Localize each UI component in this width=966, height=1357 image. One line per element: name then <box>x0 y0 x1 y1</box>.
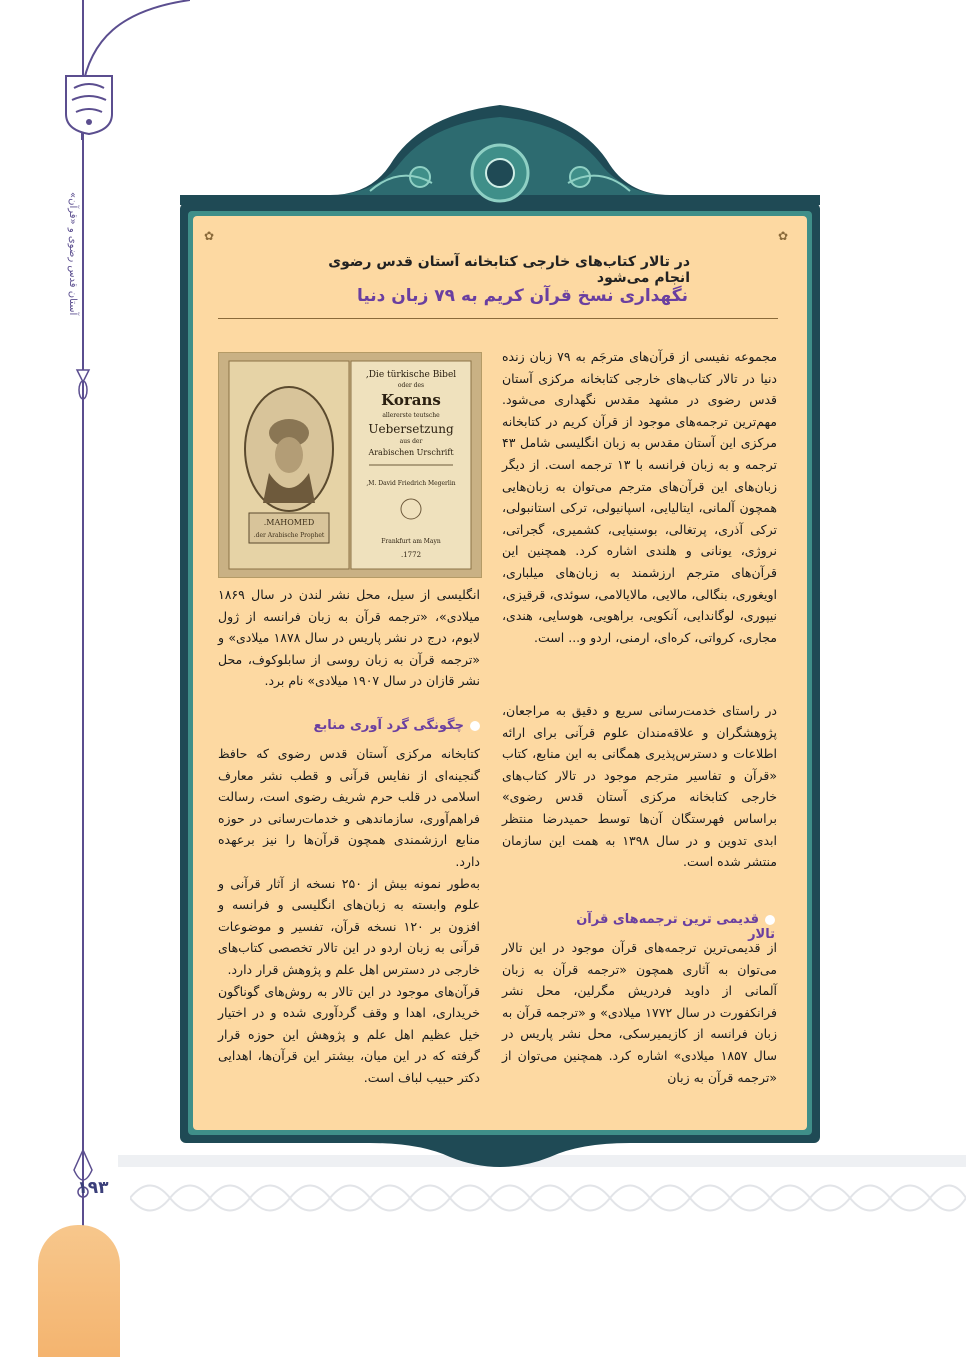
title-divider <box>218 318 778 319</box>
section-heading-collect <box>300 718 480 733</box>
bullet-icon <box>765 915 775 925</box>
paragraph: کتابخانه مرکزی آستان قدس رضوی که حافظ گنجینه‌ای از نفایس قرآنی و قطب نشر معارف اسلامی در قلب حرم شریف رضوی است، رسالت فراهم‌آوری، سازماندهی و خدمات‌رسانی در حوزه منابع ارزشمندی همچون قرآن‌ها را نیز برعهده دارد. <box>218 746 480 869</box>
article-title: نگهداری نسخ قرآن کریم به ۷۹ زبان دنیا <box>356 286 688 306</box>
book-title-line: aus der <box>399 438 423 445</box>
bullet-icon <box>470 721 480 731</box>
paragraph: از قدیمی‌ترین ترجمه‌های قرآن موجود در این تالار می‌توان به آثاری همچون «ترجمه قرآن به زبان آلمانی از داوید فردریش مگرلین، محل نشر فرانکفورت در سال ۱۷۷۲ میلادی» و «ترجمه قرآن به زبان فرانسه از کازیمیرسکی، محل نشر پاریس در سال ۱۸۵۷ میلادی» اشاره کرد. همچنین می‌توان از «ترجمه قرآن به زبان <box>502 940 778 1085</box>
book-place: Frankfurt am Mayn <box>381 538 441 545</box>
page-number: ۱۹۳ <box>77 1178 109 1198</box>
margin-ornament <box>66 330 100 1210</box>
body-text-right-2 <box>502 700 777 873</box>
paragraph: مجموعه نفیسی از قرآن‌های مترجَم به ۷۹ زبان زنده دنیا در تالار کتاب‌های خارجی کتابخانه مرکزی آستان قدس رضوی در مشهد مقدس نگهداری می‌شود. مهم‌ترین ترجمه‌های موجود از قرآن کریم در کتابخانه مرکزی این آستان مقدس به زبان انگلیسی شامل ۴۳ ترجمه و به زبان فرانسه با ۱۳ ترجمه است. از دیگر زبان‌های این قرآن‌های مترجم می‌توان به زبان‌هایی همچون آلمانی، ایتالیایی، اسپانیولی، ترکی استانبولی، ترکی آذری، پرتغالی، بوسنیایی، کشمیری، گجراتی، نروژی، یونانی و هلندی اشاره کرد. همچنین این قرآن‌های مترجم ارزشمند به زبان‌های میلباری، اویغوری، بنگالی، مالایی، مالایالامی، سوئدی، قرقیزی، نیپوری، لوگاندایی، آنکویی، براهویی، هوسایی، هندی، مجاری، کرواتی، کره‌ای، ارمنی، اردو و... است. <box>502 349 778 645</box>
body-text-left-2 <box>218 743 480 1089</box>
book-title-line: oder des <box>397 382 425 389</box>
book-title-line: Arabischen Urschrift <box>368 448 454 457</box>
quran-translation-book-photo <box>218 352 482 578</box>
article-supertitle: در تالار کتاب‌های خارجی کتابخانه آستان قدس رضوی انجام می‌شود <box>328 254 690 286</box>
portrait-caption: MAHOMED. <box>263 518 315 527</box>
book-title-line: allererste teutsche <box>382 412 440 419</box>
paragraph: در راستای خدمت‌رسانی سریع و دقیق به مراجعان، پژوهشگران و علاقه‌مندان علوم قرآنی برای ارائه اطلاعات و دسترس‌پذیری همگانی به این منابع، کتاب «قرآن و تفاسیر مترجم موجود در تالار کتاب‌های خارجی کتابخانه مرکزی آستان قدس رضوی» براساس فهرستگان آن‌ها توسط حمیدرضا منتظر ابدی تدوین و در سال ۱۳۹۸ به همت این سازمان منتشر شده است. <box>502 703 777 870</box>
book-title-line: Die türkische Bibel, <box>365 370 457 380</box>
paragraph: به‌طور نمونه بیش از ۲۵۰ نسخه از آثار قرآنی و علوم وابسته به زبان‌های انگلیسی و فرانسه و افزون بر ۱۲۰ نسخه قرآن، تفسیر و موضوعات قرآنی به زبان اردو در این تالار تخصصی کتاب‌های خارجی در دسترس اهل علم و پژوهش قرار دارد. <box>218 875 480 977</box>
corner-ornament-icon: ✿ <box>203 229 215 243</box>
journal-side-title: آستان قدس رضوی و «قرآن» <box>67 191 78 315</box>
body-text-right-1 <box>502 346 777 648</box>
book-title-line: Korans <box>381 391 441 409</box>
section-heading-text: چگونگی گرد آوری منابع <box>313 718 464 733</box>
book-year: 1772. <box>400 551 422 559</box>
journal-logo <box>58 66 120 136</box>
portrait-caption: der Arabische Prophet. <box>253 532 325 539</box>
body-text-right-3 <box>502 937 777 1088</box>
section-heading-text: قدیمی ترین ترجمه‌های قرآن تالار <box>576 912 775 942</box>
corner-ornament-icon: ✿ <box>777 229 789 243</box>
body-text-left-1 <box>218 584 480 692</box>
paragraph: قرآن‌های موجود در این تالار به روش‌های گوناگون خریداری، اهدا و وقف گردآوری شده و در اختیار خیل عظیم اهل علم و پژوهش این حوزه قرار گرفته که در این میان، بیشتر این قرآن‌ها، اهدایی دکتر حبیب لباف است. <box>218 983 480 1085</box>
book-title-line: Uebersetzung <box>368 422 454 436</box>
footer-pattern <box>130 1168 966 1228</box>
paragraph: انگلیسی از سیل، محل نشر لندن در سال ۱۸۶۹ میلادی»، «ترجمه قرآن به زبان فرانسه از ژول لابوم، درج در نشر پاریس در سال ۱۸۷۸ میلادی» و «ترجمه قرآن به زبان روسی از سابلوکوف، محل نشر قازان در سال ۱۹۰۷ میلادی» نام برد. <box>218 587 480 689</box>
book-author: M. David Friedrich Megerlin, <box>366 480 456 487</box>
page-tab <box>38 1225 120 1357</box>
